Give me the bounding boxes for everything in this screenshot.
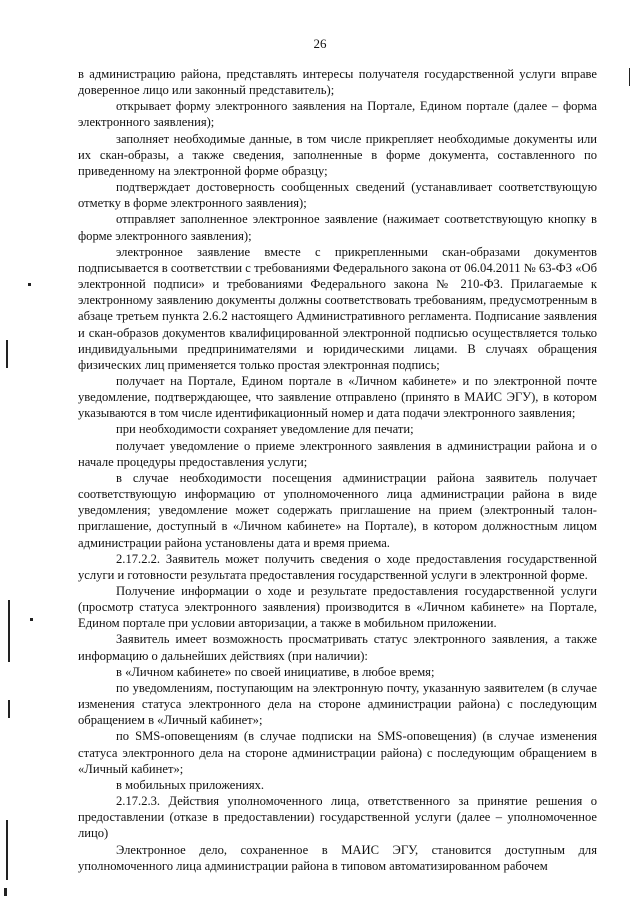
scan-artifact: [6, 820, 8, 880]
paragraph: при необходимости сохраняет уведомление для печати;: [116, 422, 414, 437]
scan-artifact: [30, 618, 33, 621]
paragraph: по уведомлениям, поступающим на электронную почту, указанную заявителем (в случае изменения статуса электронного дела на стороне администрации района) с последующим обращением в «Личный кабинет»;: [78, 680, 597, 728]
paragraph: 2.17.2.3. Действия уполномоченного лица, ответственного за принятие решения о предоставлении (отказе в предоставлении) государственной услуги (далее – уполномоченное лицо): [78, 794, 597, 841]
paragraph: Получение информации о ходе и результате предоставления государственной услуги (просмотр статуса электронного заявления) производится в «Личном кабинете» на Портале, Едином портале при условии авторизации, а также в мобильном приложении.: [78, 584, 597, 631]
paragraph: в случае необходимости посещения администрации района заявитель получает соответствующую информацию от уполномоченного лица администрации района в виде уведомления; уведомление может содержать приглашение на прием (электронный талон-приглашение, доступный в «Личном кабинете» на Портале), в котором должностным лицом администрации района установлены дата и время приема.: [78, 470, 597, 550]
page-body: [78, 66, 597, 874]
paragraph: электронное заявление вместе с прикрепленными скан-образами документов подписывается в соответствии с требованиями Федерального закона от 06.04.2011 № 63-ФЗ «Об электронной подписи» и требованиями Федерального закона № 210-ФЗ. Прилагаемые к электронному заявлению документы должны соответствовать требованиям, предусмотренным в абзаце третьем пункта 2.6.2 настоящего Административного регламента. Подписание заявления и скан-образов документов квалифицированной электронной подписью осуществляется только индивидуальными предпринимателями и юридическими лицами. В случаях обращения физических лиц применяется только простая электронная подпись;: [78, 244, 597, 372]
paragraph: отправляет заполненное электронное заявление (нажимает соответствующую кнопку в форме электронного заявления);: [78, 212, 597, 243]
scan-artifact: [4, 888, 7, 896]
paragraph: Заявитель имеет возможность просматривать статус электронного заявления, а также информацию о дальнейших действиях (при наличии):: [78, 632, 597, 663]
paragraph: в администрацию района, представлять интересы получателя государственной услуги вправе доверенное лицо или законный представитель);: [78, 67, 597, 98]
paragraph: 2.17.2.2. Заявитель может получить сведения о ходе предоставления государственной услуги и готовности результата предоставления государственной услуги в электронной форме.: [78, 551, 597, 582]
scan-artifact: [28, 283, 31, 286]
paragraph: получает на Портале, Едином портале в «Личном кабинете» и по электронной почте уведомление, подтверждающее, что заявление отправлено (принято в МАИС ЭГУ), в котором указываются в том числе идентификационный номер и дата подачи электронного заявления;: [78, 373, 597, 421]
scan-artifact: [8, 600, 10, 662]
scan-artifact: [629, 68, 630, 86]
paragraph: заполняет необходимые данные, в том числе прикрепляет необходимые документы или их скан-образы, а также сведения, заполненные в форме документа, составленного по приведенному на электронной форме образцу;: [78, 131, 597, 178]
page-number: 26: [313, 36, 327, 51]
paragraph: в «Личном кабинете» по своей инициативе, в любое время;: [116, 664, 435, 679]
paragraph: в мобильных приложениях.: [116, 777, 265, 792]
paragraph: получает уведомление о приеме электронного заявления в администрации района и о начале процедуры предоставления услуги;: [78, 438, 597, 469]
paragraph: по SMS-оповещениям (в случае подписки на SMS-оповещения) (в случае изменения статуса электронного дела на стороне администрации района) с последующим обращением в «Личный кабинет»;: [78, 729, 597, 776]
paragraph: подтверждает достоверность сообщенных сведений (устанавливает соответствующую отметку в форме электронного заявления);: [78, 180, 597, 211]
scan-artifact: [8, 700, 10, 718]
scan-artifact: [6, 340, 8, 368]
paragraph: Электронное дело, сохраненное в МАИС ЭГУ, становится доступным для уполномоченного лица администрации района в типовом автоматизированном рабочем: [78, 842, 597, 873]
paragraph: открывает форму электронного заявления на Портале, Едином портале (далее – форма электронного заявления);: [78, 99, 597, 130]
